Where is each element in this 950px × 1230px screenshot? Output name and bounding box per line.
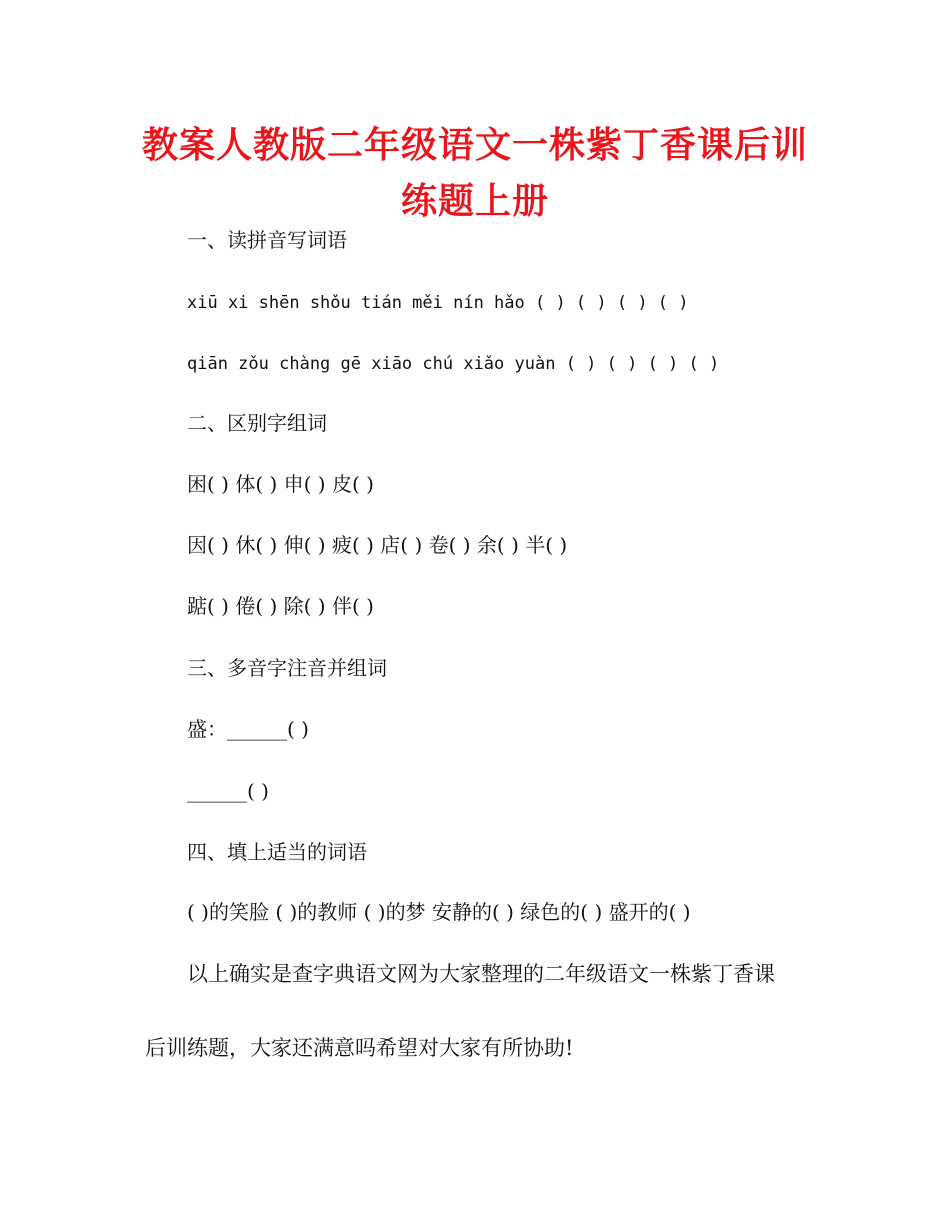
closing-paragraph-line-1: 以上确实是查字典语文网为大家整理的二年级语文一株紫丁香课 (187, 962, 775, 986)
section-2-line-2: 因( ) 休( ) 伸( ) 疲( ) 店( ) 卷( ) 余( ) 半( ) (187, 533, 568, 557)
section-1-pinyin-line-2: qiān zǒu chàng gē xiāo chú xiǎo yuàn ( ) ( ) ( ) ( ) (187, 354, 720, 374)
document-title (120, 118, 830, 230)
closing-paragraph-line-2: 后训练题，大家还满意吗希望对大家有所协助! (145, 1036, 574, 1060)
title-line-1: 教案人教版二年级语文一株紫丁香课后训 (141, 125, 808, 166)
section-3-line-1: 盛：______( ) (187, 717, 309, 741)
section-3-heading: 三、多音字注音并组词 (187, 656, 387, 680)
section-4-heading: 四、填上适当的词语 (187, 840, 367, 864)
section-1-pinyin-line-1: xiū xi shēn shǒu tián měi nín hǎo ( ) ( ) ( ) ( ) (187, 293, 689, 313)
section-1-heading: 一、读拼音写词语 (187, 228, 347, 252)
title-line-2: 练题上册 (400, 181, 549, 222)
section-2-heading: 二、区别字组词 (187, 411, 327, 435)
section-2-line-1: 困( ) 体( ) 申( ) 皮( ) (187, 472, 374, 496)
section-4-line-1: ( )的笑脸 ( )的教师 ( )的梦 安静的( ) 绿色的( ) 盛开的( ) (187, 900, 691, 924)
section-3-line-2: ______( ) (187, 779, 269, 803)
section-2-line-3: 踮( ) 倦( ) 除( ) 伴( ) (187, 594, 374, 618)
